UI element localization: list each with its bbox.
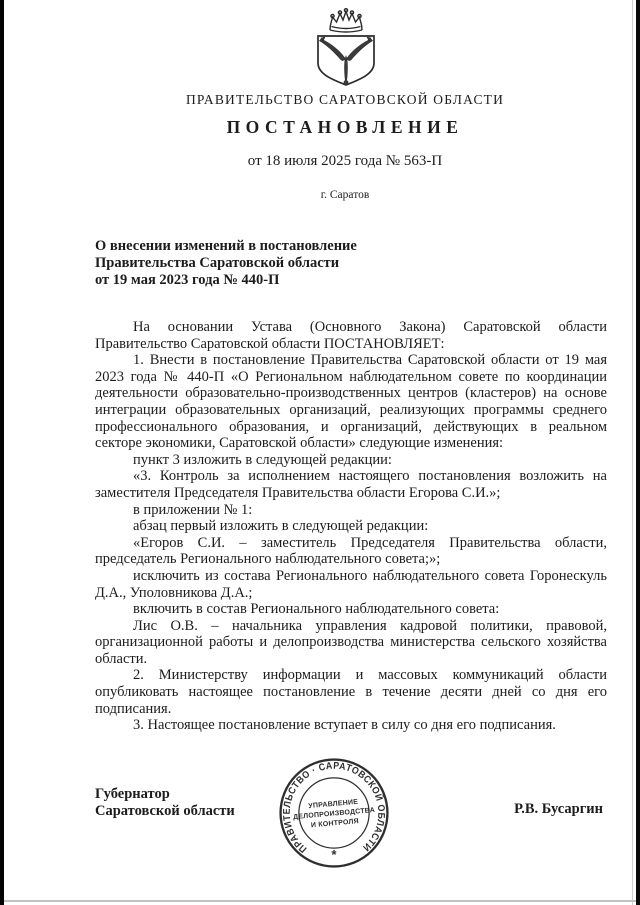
document-body [95, 319, 607, 734]
official-round-stamp [277, 756, 391, 870]
signer-position-line: Саратовской области [95, 802, 235, 819]
body-paragraph: 3. Настоящее постановление вступает в силу со дня его подписания. [133, 717, 556, 734]
scan-edge-bottom [4, 900, 636, 902]
svg-text:И КОНТРОЛЯ: И КОНТРОЛЯ [310, 818, 360, 830]
document-date-number: от 18 июля 2025 года № 563-П [247, 153, 443, 169]
body-paragraph: абзац первый изложить в следующей редакции: [133, 518, 429, 535]
body-paragraph: Лис О.В. – начальника управления кадровой политики, правовой, организационной работы и делопроизводства министерства сельского хозяйства области. [95, 617, 607, 667]
signer-name: Р.В. Бусаргин [514, 801, 603, 817]
scan-edge-right [636, 0, 640, 905]
body-paragraph: в приложении № 1: [133, 501, 253, 518]
body-paragraph: На основании Устава (Основного Закона) Саратовской области Правительство Саратовской области ПОСТАНОВЛЯЕТ: [95, 319, 607, 352]
scan-edge-faint-line [632, 0, 633, 905]
body-paragraph: 2. Министерству информации и массовых коммуникаций области опубликовать настоящее постановление в течение десяти дней со дня его подписания. [95, 667, 607, 717]
subject-heading [95, 238, 607, 289]
crown-icon [330, 9, 362, 32]
subject-line: Правительства Саратовской области [95, 255, 340, 271]
body-paragraph: включить в состав Регионального наблюдательного совета: [133, 601, 500, 618]
scan-edge-left [0, 0, 4, 905]
stamp-star-icon: * [331, 846, 337, 862]
subject-line: от 19 мая 2023 года № 440-П [95, 272, 280, 288]
body-paragraph: «3. Контроль за исполнением настоящего постановления возложить на заместителя Председателя Правительства области Егорова С.И.»; [95, 468, 607, 501]
stamp-ring-text: ПРАВИТЕЛЬСТВО · САРАТОВСКОЙ ОБЛАСТИ [281, 760, 387, 855]
svg-text:УПРАВЛЕНИЕ: УПРАВЛЕНИЕ [308, 798, 359, 811]
subject-line: О внесении изменений в постановление [95, 238, 357, 254]
saratov-coat-of-arms-icon [306, 7, 386, 91]
svg-text:ДЕЛОПРОИЗВОДСТВА: ДЕЛОПРОИЗВОДСТВА [292, 806, 376, 822]
body-paragraph: «Егоров С.И. – заместитель Председателя Правительства области, председатель Регионального наблюдательного совета;»; [95, 534, 607, 568]
signer-position-line: Губернатор [95, 786, 170, 802]
body-paragraph: пункт 3 изложить в следующей редакции: [133, 451, 392, 468]
signer-position [95, 786, 235, 819]
document-type-title: ПОСТАНОВЛЕНИЕ [226, 117, 464, 137]
document-place: г. Саратов [320, 189, 370, 201]
stamp-center-text [292, 797, 376, 830]
body-paragraph: исключить из состава Регионального наблюдательного совета Горонескуль Д.А., Уполовникова Д.А.; [95, 567, 607, 601]
issuing-authority: ПРАВИТЕЛЬСТВО САРАТОВСКОЙ ОБЛАСТИ [185, 92, 505, 107]
body-paragraph: 1. Внести в постановление Правительства Саратовской области от 19 мая 2023 года № 440-П «О Региональном наблюдательном совете по координации деятельности образовательно-производственных центров (кластеров) на основе интеграции образовательных организаций, реализующих программы среднего профессионального образования, и организаций, действующих в реальном секторе экономики, Саратовской области» следующие изменения: [95, 352, 607, 452]
